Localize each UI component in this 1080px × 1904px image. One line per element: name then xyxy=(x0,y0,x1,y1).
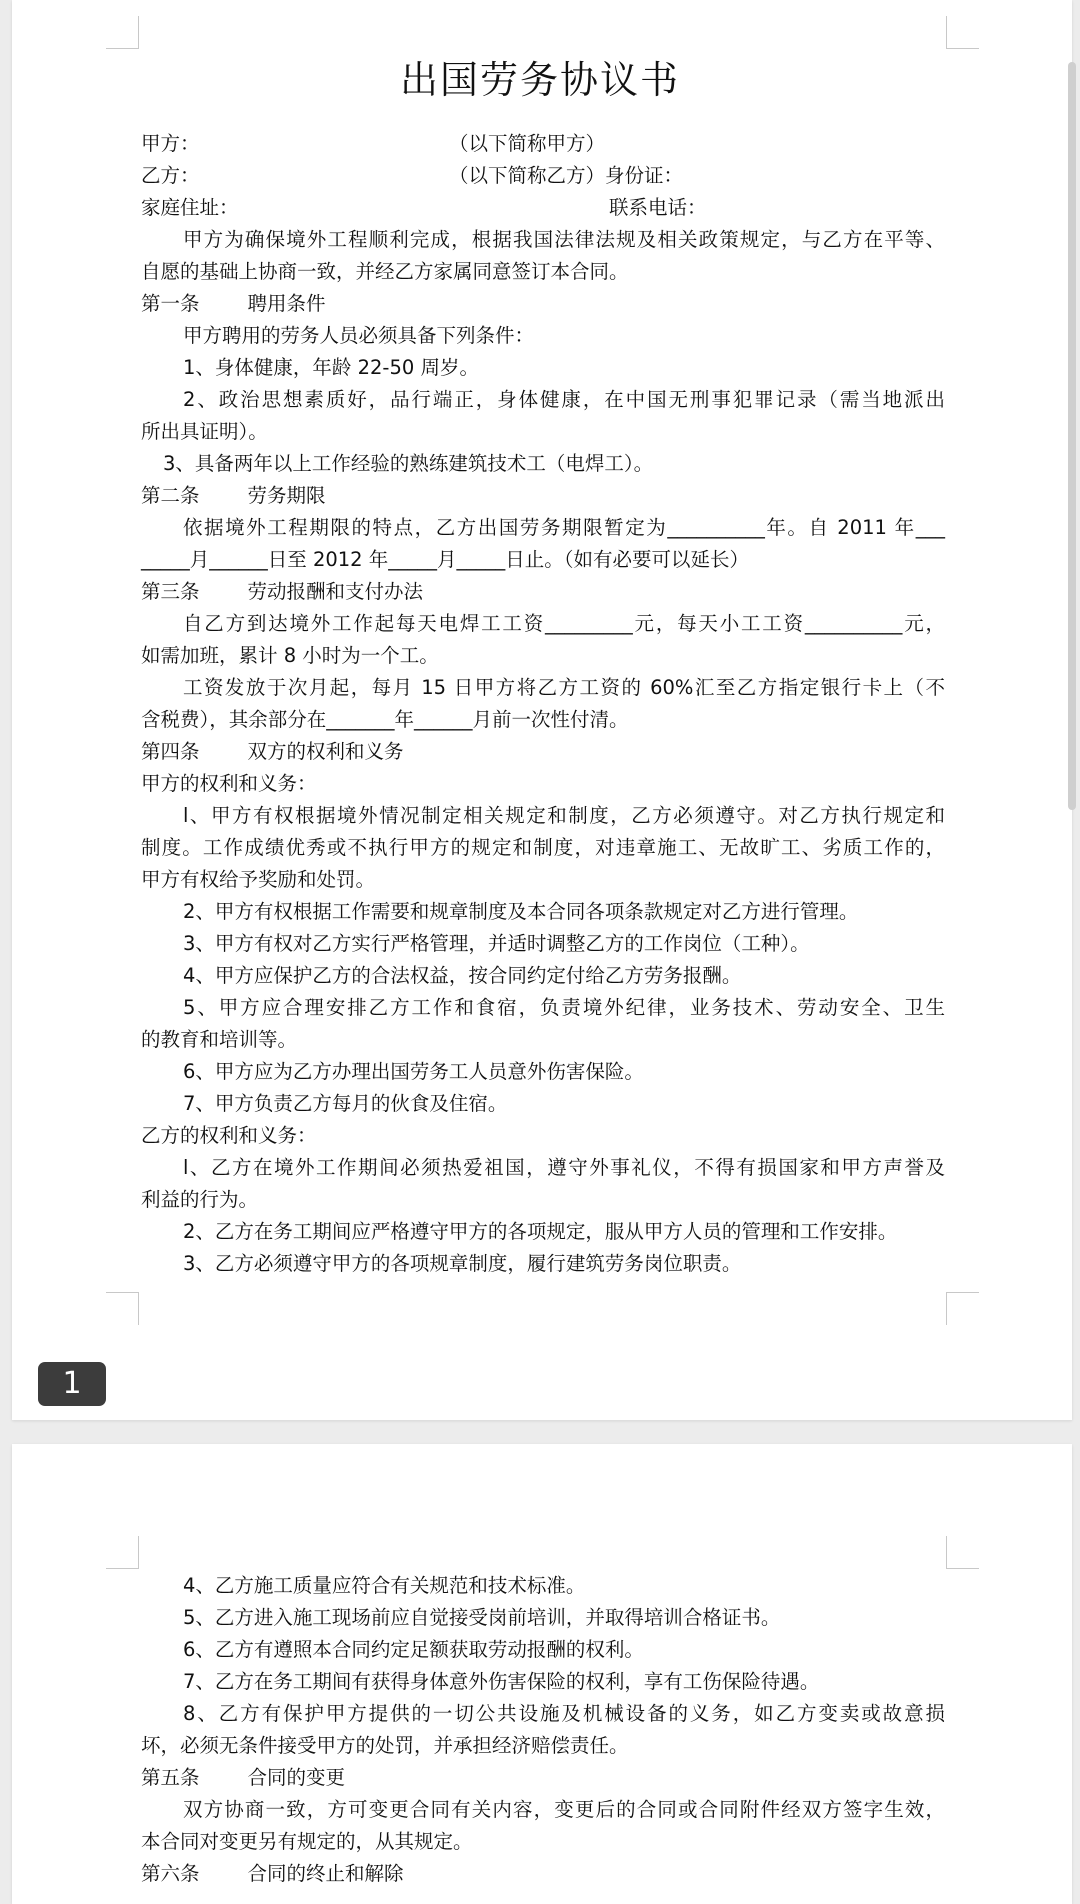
body-line: _____月______日至 2012 年_____月_____日止。（如有必要可以延长） xyxy=(141,548,750,571)
section-title: 双方的权利和义务 xyxy=(247,740,404,763)
section-heading xyxy=(141,1858,945,1890)
body-line: 2、甲方有权根据工作需要和规章制度及本合同各项条款规定对乙方进行管理。 xyxy=(183,900,859,923)
phone-label: 联系电话： xyxy=(609,196,707,219)
party-b-row xyxy=(141,160,945,192)
section-title: 劳务期限 xyxy=(247,484,326,507)
section-heading xyxy=(141,576,945,608)
body-line: 4、乙方施工质量应符合有关规范和技术标准。 xyxy=(183,1574,586,1597)
body-line: 自乙方到达境外工作起每天电焊工工资_________元，每天小工工资__________元， xyxy=(183,612,945,635)
page-corner-mark xyxy=(106,16,139,49)
section-title: 合同的变更 xyxy=(247,1766,346,1789)
address-row xyxy=(141,192,945,224)
body-line: 5、乙方进入施工现场前应自觉接受岗前培训，并取得培训合格证书。 xyxy=(183,1606,781,1629)
section-number: 第六条 xyxy=(141,1862,200,1885)
document-title: 出国劳务协议书 xyxy=(399,58,680,102)
body-line: 1、身体健康，年龄 22-50 周岁。 xyxy=(183,356,479,379)
scrollbar-thumb[interactable] xyxy=(1068,62,1076,810)
body-line: 7、甲方负责乙方每月的伙食及住宿。 xyxy=(183,1092,508,1115)
body-line: 2、乙方在务工期间应严格遵守甲方的各项规定，服从甲方人员的管理和工作安排。 xyxy=(183,1220,898,1243)
body-line: 自愿的基础上协商一致，并经乙方家属同意签订本合同。 xyxy=(141,260,629,283)
body-line: l、甲方有权根据境外情况制定相关规定和制度，乙方必须遵守。对乙方执行规定和 xyxy=(183,804,945,827)
section-number: 第四条 xyxy=(141,740,200,763)
body-line: 6、乙方有遵照本合同约定足额获取劳动报酬的权利。 xyxy=(183,1638,644,1661)
section-title: 劳动报酬和支付办法 xyxy=(247,580,424,603)
body-line: 3、甲方有权对乙方实行严格管理，并适时调整乙方的工作岗位（工种）。 xyxy=(183,932,810,955)
section-number: 第二条 xyxy=(141,484,200,507)
page-2-body xyxy=(141,1570,945,1890)
address-label: 家庭住址： xyxy=(141,196,239,219)
body-line: 2、政治思想素质好，品行端正，身体健康，在中国无刑事犯罪记录（需当地派出 xyxy=(183,388,945,411)
page-1-content xyxy=(141,128,945,1280)
page-corner-mark xyxy=(946,1292,979,1325)
body-line: 5、甲方应合理安排乙方工作和食宿，负责境外纪律，业务技术、劳动安全、卫生 xyxy=(183,996,945,1019)
party-a-label: 甲方： xyxy=(141,132,200,155)
page-2-content xyxy=(141,1570,945,1890)
body-line: 8、乙方有保护甲方提供的一切公共设施及机械设备的义务，如乙方变卖或故意损 xyxy=(183,1702,945,1725)
body-line: 6、甲方应为乙方办理出国劳务工人员意外伤害保险。 xyxy=(183,1060,644,1083)
page-corner-mark xyxy=(946,16,979,49)
body-line: 所出具证明）。 xyxy=(141,420,268,443)
body-line: 双方协商一致，方可变更合同有关内容，变更后的合同或合同附件经双方签字生效， xyxy=(183,1798,945,1821)
section-heading xyxy=(141,480,945,512)
body-line: 3、具备两年以上工作经验的熟练建筑技术工（电焊工）。 xyxy=(163,452,654,475)
body-line: 的教育和培训等。 xyxy=(141,1028,298,1051)
section-number: 第三条 xyxy=(141,580,200,603)
page-corner-mark xyxy=(106,1536,139,1569)
section-heading xyxy=(141,1762,945,1794)
body-line: l、乙方在境外工作期间必须热爱祖国，遵守外事礼仪，不得有损国家和甲方声誉及 xyxy=(183,1156,945,1179)
section-number: 第五条 xyxy=(141,1766,200,1789)
page-corner-mark xyxy=(106,1292,139,1325)
party-b-note: （以下简称乙方）身份证： xyxy=(449,164,684,187)
section-heading xyxy=(141,736,945,768)
body-line: 如需加班，累计 8 小时为一个工。 xyxy=(141,644,439,667)
body-line: 甲方聘用的劳务人员必须具备下列条件： xyxy=(183,324,535,347)
body-line: 制度。工作成绩优秀或不执行甲方的规定和制度，对违章施工、无故旷工、劣质工作的， xyxy=(141,836,945,859)
body-line: 甲方有权给予奖励和处罚。 xyxy=(141,868,376,891)
page-corner-mark xyxy=(946,1536,979,1569)
body-line: 依据境外工程期限的特点，乙方出国劳务期限暂定为__________年。自 2011 年___ xyxy=(183,516,945,539)
section-number: 第一条 xyxy=(141,292,200,315)
body-line: 坏，必须无条件接受甲方的处罚，并承担经济赔偿责任。 xyxy=(141,1734,629,1757)
body-line: 4、甲方应保护乙方的合法权益，按合同约定付给乙方劳务报酬。 xyxy=(183,964,742,987)
body-line: 7、乙方在务工期间有获得身体意外伤害保险的权利，享有工伤保险待遇。 xyxy=(183,1670,820,1693)
party-b-label: 乙方： xyxy=(141,164,200,187)
section-title: 合同的终止和解除 xyxy=(247,1862,404,1885)
page-number-badge: 1 xyxy=(38,1362,106,1406)
body-line: 含税费），其余部分在_______年______月前一次性付清。 xyxy=(141,708,629,731)
body-line: 甲方为确保境外工程顺利完成，根据我国法律法规及相关政策规定，与乙方在平等、 xyxy=(183,228,945,251)
body-line: 工资发放于次月起，每月 15 日甲方将乙方工资的 60%汇至乙方指定银行卡上（不 xyxy=(183,676,945,699)
party-a-note: （以下简称甲方） xyxy=(449,132,606,155)
body-line: 利益的行为。 xyxy=(141,1188,259,1211)
body-line: 乙方的权利和义务： xyxy=(141,1124,317,1147)
body-line: 3、乙方必须遵守甲方的各项规章制度，履行建筑劳务岗位职责。 xyxy=(183,1252,742,1275)
section-heading xyxy=(141,288,945,320)
party-a-row xyxy=(141,128,945,160)
body-line: 本合同对变更另有规定的，从其规定。 xyxy=(141,1830,473,1853)
body-line: 甲方的权利和义务： xyxy=(141,772,317,795)
section-title: 聘用条件 xyxy=(247,292,326,315)
page-1-body xyxy=(141,224,945,1280)
